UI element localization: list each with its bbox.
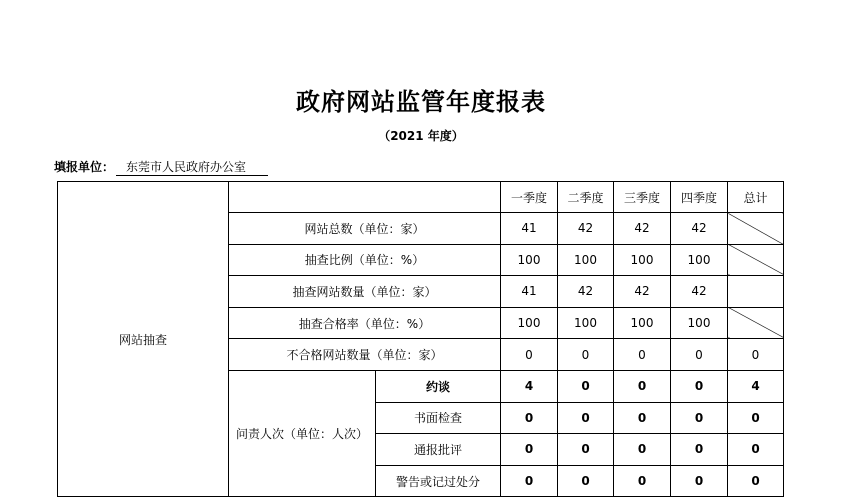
cell-q4: 42: [671, 276, 728, 308]
header-q3: 三季度: [614, 182, 671, 213]
cell-total-diagonal: [728, 307, 784, 339]
section-label-cell: 网站抽查: [58, 182, 229, 497]
row-label: 约谈: [376, 370, 501, 402]
cell-total: [728, 276, 784, 308]
cell-q2: 0: [558, 370, 614, 402]
header-blank-cell: [229, 182, 501, 213]
cell-q4: 42: [671, 213, 728, 245]
fill-unit: [54, 158, 268, 176]
header-q1: 一季度: [501, 182, 558, 213]
header-row: [58, 182, 784, 213]
cell-q4: 0: [671, 465, 728, 497]
cell-q1: 41: [501, 276, 558, 308]
accountability-label-cell: 问责人次（单位：人次）: [229, 370, 376, 496]
cell-q3: 100: [614, 244, 671, 276]
report-title: 政府网站监管年度报表: [296, 88, 546, 116]
cell-q4: 0: [671, 434, 728, 466]
row-label: 抽查比例（单位：%）: [229, 244, 501, 276]
cell-q4: 0: [671, 402, 728, 434]
cell-q4: 100: [671, 244, 728, 276]
cell-q1: 0: [501, 465, 558, 497]
cell-q1: 0: [501, 402, 558, 434]
row-label: 网站总数（单位：家）: [229, 213, 501, 245]
cell-q1: 4: [501, 370, 558, 402]
fill-unit-value: 东莞市人民政府办公室: [116, 158, 268, 176]
cell-total: 0: [728, 465, 784, 497]
report-table: [57, 181, 784, 497]
cell-q3: 100: [614, 307, 671, 339]
cell-q2: 42: [558, 276, 614, 308]
cell-q2: 0: [558, 402, 614, 434]
cell-q4: 100: [671, 307, 728, 339]
cell-total: 0: [728, 434, 784, 466]
cell-q3: 0: [614, 402, 671, 434]
row-label: 警告或记过处分: [376, 465, 501, 497]
row-label: 通报批评: [376, 434, 501, 466]
cell-q2: 100: [558, 307, 614, 339]
cell-q2: 100: [558, 244, 614, 276]
cell-q2: 42: [558, 213, 614, 245]
fill-unit-label: 填报单位：: [54, 160, 115, 174]
header-q4: 四季度: [671, 182, 728, 213]
cell-total: 0: [728, 339, 784, 371]
row-label: 抽查网站数量（单位：家）: [229, 276, 501, 308]
cell-q3: 0: [614, 339, 671, 371]
cell-q4: 0: [671, 339, 728, 371]
row-label: 抽查合格率（单位：%）: [229, 307, 501, 339]
cell-total: 4: [728, 370, 784, 402]
cell-q3: 0: [614, 434, 671, 466]
cell-q1: 100: [501, 307, 558, 339]
row-label: 不合格网站数量（单位：家）: [229, 339, 501, 371]
cell-q3: 42: [614, 213, 671, 245]
cell-total: 0: [728, 402, 784, 434]
cell-q1: 41: [501, 213, 558, 245]
row-label: 书面检查: [376, 402, 501, 434]
header-total: 总计: [728, 182, 784, 213]
report-year: （2021 年度）: [378, 129, 464, 143]
cell-q2: 0: [558, 465, 614, 497]
cell-q1: 0: [501, 434, 558, 466]
cell-q3: 42: [614, 276, 671, 308]
cell-q1: 0: [501, 339, 558, 371]
cell-q4: 0: [671, 370, 728, 402]
cell-total-diagonal: [728, 213, 784, 245]
cell-q3: 0: [614, 465, 671, 497]
cell-total-diagonal: [728, 244, 784, 276]
cell-q2: 0: [558, 339, 614, 371]
cell-q1: 100: [501, 244, 558, 276]
header-q2: 二季度: [558, 182, 614, 213]
cell-q2: 0: [558, 434, 614, 466]
cell-q3: 0: [614, 370, 671, 402]
